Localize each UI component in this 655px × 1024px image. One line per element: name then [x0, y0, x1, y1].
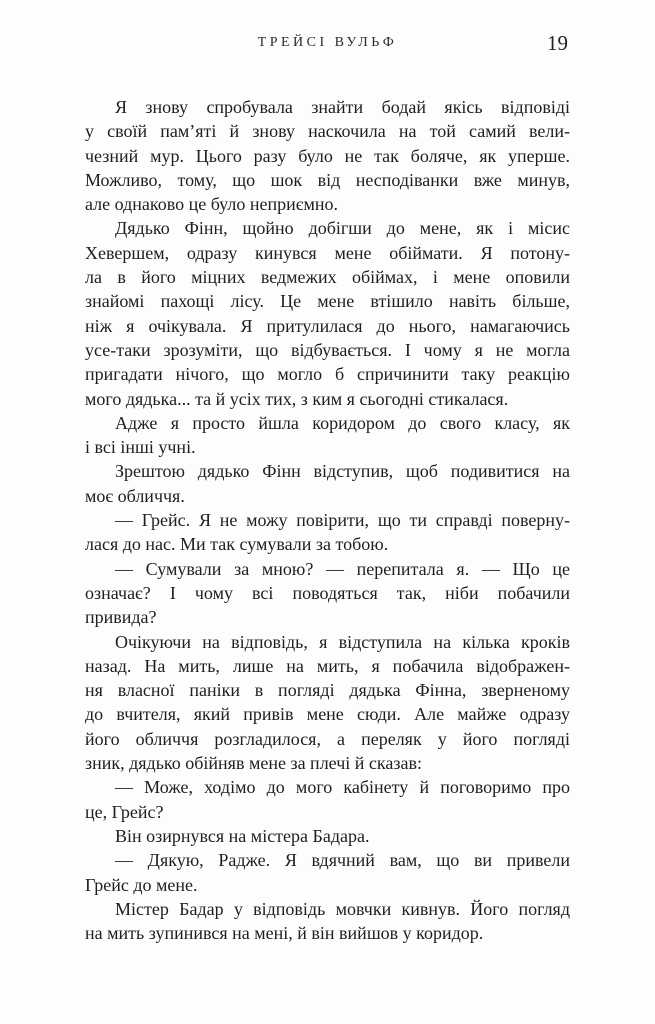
paragraph: [85, 775, 570, 824]
running-title: ТРЕЙСІ ВУЛЬФ: [257, 35, 398, 50]
text-line: Зрештою дядько Фінн відступив, щоб подивитися на: [115, 461, 570, 482]
paragraph: [85, 630, 570, 776]
text-line: пригадати нічого, що могло б спричинити таку реакцію: [85, 364, 570, 385]
paragraph: [85, 508, 570, 557]
text-line: лася до нас. Ми так сумували за тобою.: [85, 534, 389, 555]
text-line: це, Грейс?: [85, 801, 164, 822]
text-line: усе-таки зрозуміти, що відбувається. І чому я не могла: [85, 339, 570, 360]
paragraph: [85, 824, 570, 848]
text-line: моє обличчя.: [85, 485, 185, 506]
text-line: Грейс до мене.: [85, 874, 198, 895]
paragraph: [85, 411, 570, 460]
text-line: ла в його міцних ведмежих обіймах, і мене оповили: [85, 267, 570, 288]
text-line: — Може, ходімо до мого кабінету й поговоримо про: [115, 777, 570, 798]
text-line: назад. На мить, лише на мить, я побачила відображен-: [85, 655, 570, 676]
text-line: Адже я просто йшла коридором до свого класу, як: [115, 412, 570, 433]
text-line: Він озирнувся на містера Бадара.: [115, 825, 370, 846]
text-line: — Сумували за мною? — перепитала я. — Що це: [115, 558, 570, 579]
paragraph: [85, 95, 570, 216]
text-line: — Дякую, Радже. Я вдячний вам, що ви привели: [115, 850, 570, 871]
text-line: на мить зупинився на мені, й він вийшов у коридор.: [85, 923, 484, 944]
text-line: Дядько Фінн, щойно добігши до мене, як і місис: [115, 218, 570, 239]
text-block: [85, 95, 570, 945]
paragraph: [85, 897, 570, 946]
text-line: Можливо, тому, що шок від несподіванки вже минув,: [85, 169, 570, 190]
paragraph: [85, 459, 570, 508]
text-line: привида?: [85, 607, 157, 628]
text-line: але однаково це було неприємно.: [85, 194, 339, 215]
text-line: у своїй пам’яті й знову наскочила на той самий вели-: [85, 121, 570, 142]
text-line: Очікуючи на відповідь, я відступила на кілька кроків: [115, 631, 570, 652]
text-line: — Грейс. Я не можу повірити, що ти справді поверну-: [115, 510, 570, 531]
text-line: його обличчя розгладилося, а переляк у його погляді: [85, 728, 570, 749]
page-number: 19: [547, 31, 568, 55]
text-line: мого дядька... та й усіх тих, з ким я сьогодні стикалася.: [85, 388, 509, 409]
text-line: зник, дядько обійняв мене за плечі й сказав:: [85, 753, 422, 774]
text-line: чезний мур. Цього разу було не так боляче, як уперше.: [85, 145, 570, 166]
text-line: знайомі пахощі лісу. Це мене втішило навіть більше,: [85, 291, 570, 312]
text-line: Хевершем, одразу кинувся мене обіймати. Я потону-: [85, 242, 570, 263]
text-line: ніж я очікувала. Я притулилася до нього, намагаючись: [85, 315, 570, 336]
text-line: означає? І чому всі поводяться так, ніби побачили: [85, 582, 570, 603]
text-line: до вчителя, який привів мене сюди. Але майже одразу: [85, 704, 570, 725]
text-line: і всі інші учні.: [85, 437, 196, 458]
paragraph: [85, 848, 570, 897]
running-head: [85, 30, 570, 56]
text-line: Містер Бадар у відповідь мовчки кивнув. Його погляд: [115, 898, 570, 919]
paragraph: [85, 216, 570, 410]
paragraph: [85, 557, 570, 630]
text-line: Я знову спробувала знайти бодай якісь відповіді: [115, 97, 570, 117]
text-line: ня власної паніки в погляді дядька Фінна, зверненому: [85, 680, 570, 701]
